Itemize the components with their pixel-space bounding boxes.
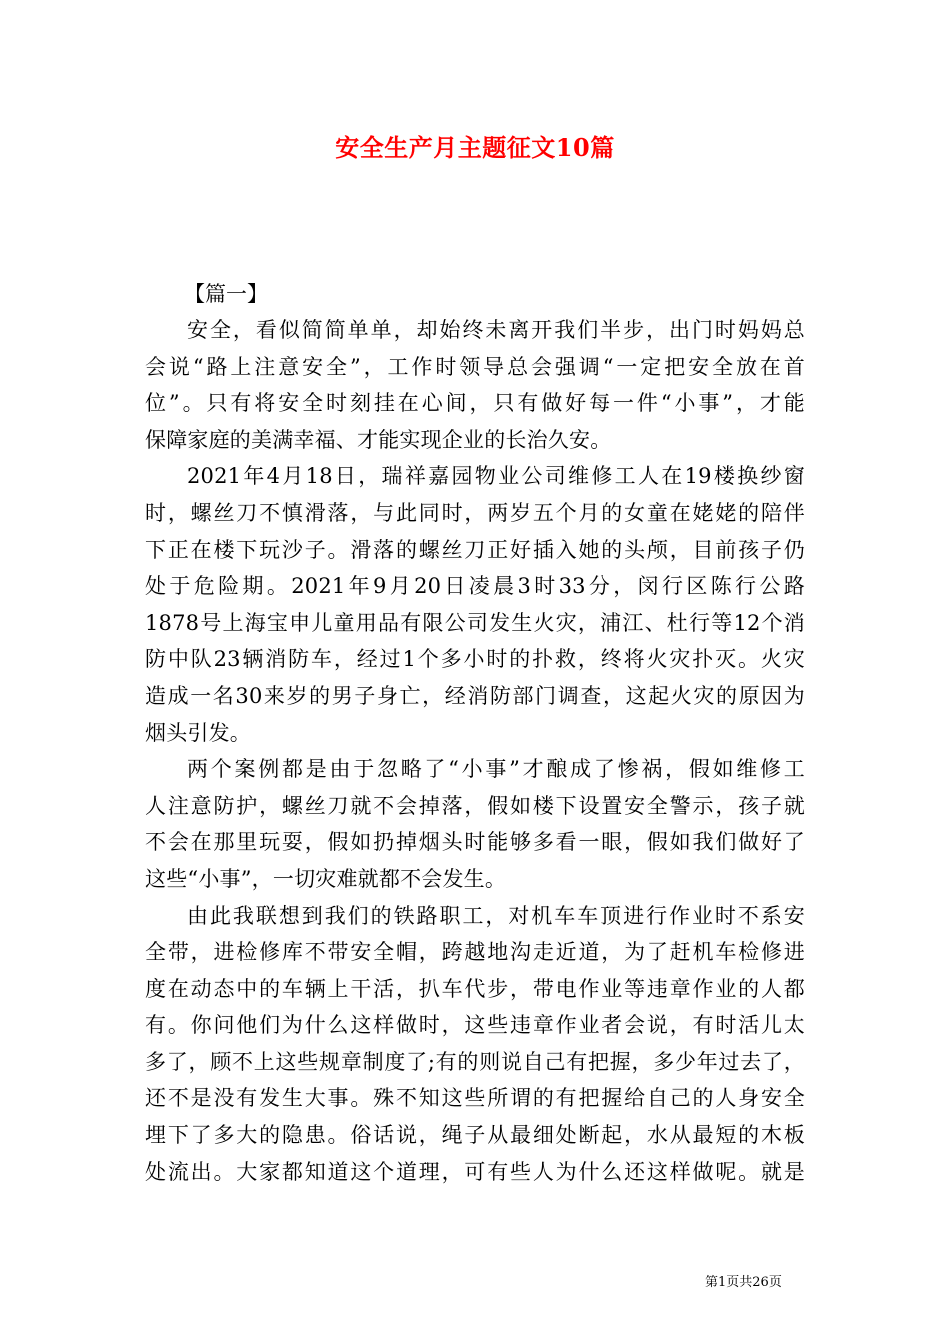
paragraph-line: 时，螺丝刀不慎滑落，与此同时，两岁五个月的女童在姥姥的陪伴: [145, 500, 805, 525]
page-title: 安全生产月主题征文10篇: [335, 133, 615, 162]
paragraph-line: 多了，顾不上这些规章制度了;有的则说自己有把握，多少年过去了，: [145, 1049, 805, 1074]
paragraph-line: 保障家庭的美满幸福、才能实现企业的长治久安。: [145, 427, 612, 452]
paragraph-line: 度在动态中的车辆上干活，扒车代步，带电作业等违章作业的人都: [145, 976, 805, 1001]
paragraph-line: 会说“路上注意安全”，工作时领导总会强调“一定把安全放在首: [145, 354, 805, 379]
paragraph-line: 全带，进检修库不带安全帽，跨越地沟走近道，为了赶机车检修进: [145, 940, 805, 965]
paragraph-line: 下正在楼下玩沙子。滑落的螺丝刀正好插入她的头颅，目前孩子仍: [145, 537, 805, 562]
paragraph-line: 烟头引发。: [145, 720, 251, 745]
body-text: [145, 312, 805, 1190]
paragraph-line: 由此我联想到我们的铁路职工，对机车车顶进行作业时不系安: [187, 903, 805, 928]
paragraph-line: 造成一名30来岁的男子身亡，经消防部门调查，这起火灾的原因为: [145, 683, 805, 708]
paragraph-line: 防中队23辆消防车，经过1个多小时的扑救，终将火灾扑灭。火灾: [145, 647, 805, 672]
paragraph-line: 安全，看似简简单单，却始终未离开我们半步，出门时妈妈总: [187, 318, 805, 342]
paragraph-line: 处于危险期。2021年9月20日凌晨3时33分，闵行区陈行公路: [145, 574, 805, 599]
paragraph-line: 还不是没有发生大事。殊不知这些所谓的有把握给自己的人身安全: [145, 1086, 805, 1111]
paragraph-line: 不会在那里玩耍，假如扔掉烟头时能够多看一眼，假如我们做好了: [145, 830, 805, 855]
paragraph-line: 两个案例都是由于忽略了“小事”才酿成了惨祸，假如维修工: [187, 757, 805, 782]
paragraph-line: 2021年4月18日，瑞祥嘉园物业公司维修工人在19楼换纱窗: [187, 464, 805, 489]
paragraph-line: 有。你问他们为什么这样做时，这些违章作业者会说，有时活儿太: [145, 1013, 805, 1038]
section-heading: 【篇一】: [184, 282, 268, 306]
paragraph-line: 处流出。大家都知道这个道理，可有些人为什么还这样做呢。就是: [145, 1159, 805, 1184]
paragraph-line: 这些“小事”，一切灾难就都不会发生。: [145, 866, 507, 891]
paragraph-line: 1878号上海宝申儿童用品有限公司发生火灾，浦江、杜行等12个消: [145, 610, 806, 635]
paragraph-line: 人注意防护，螺丝刀就不会掉落，假如楼下设置安全警示，孩子就: [145, 793, 805, 818]
paragraph-line: 位”。只有将安全时刻挂在心间，只有做好每一件“小事”，才能: [145, 391, 805, 416]
paragraph-line: 埋下了多大的隐患。俗话说，绳子从最细处断起，水从最短的木板: [145, 1123, 805, 1148]
page-number: 第1页共26页: [705, 1275, 782, 1290]
